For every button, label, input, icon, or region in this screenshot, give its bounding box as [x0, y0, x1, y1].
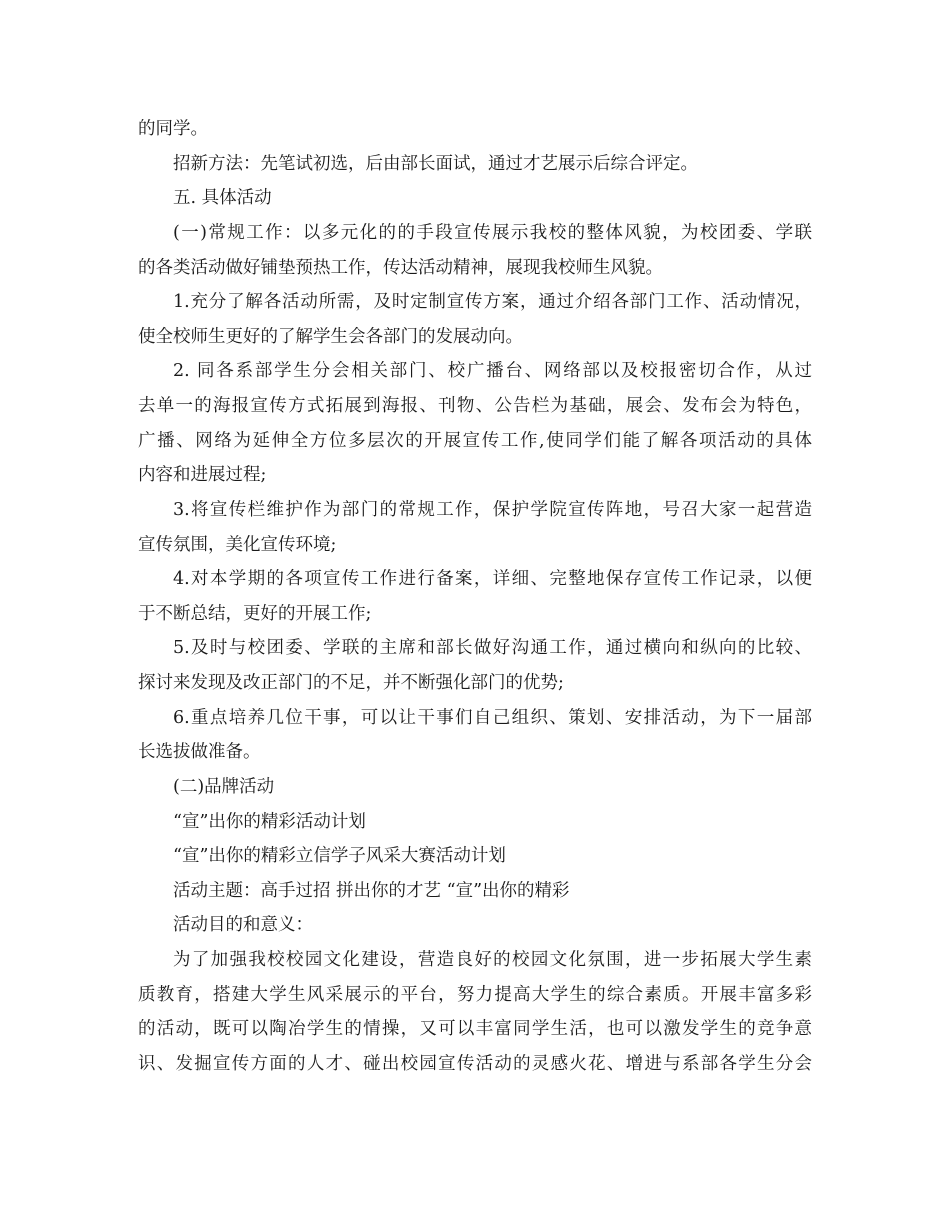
text-line: 活动目的和意义：: [173, 915, 313, 935]
section-heading: 五. 具体活动: [173, 188, 272, 208]
text-line: “宣”出你的精彩活动计划: [173, 812, 366, 832]
text-line: 探讨来发现及改正部门的不足，并不断强化部门的优势;: [138, 673, 564, 693]
text-line: 为了加强我校校园文化建设，营造良好的校园文化氛围，进一步拓展大学生素: [173, 950, 812, 970]
text-line: 活动主题：高手过招 拼出你的才艺 “宣”出你的精彩: [173, 881, 570, 901]
list-item: 6.重点培养几位干事，可以让干事们自己组织、策划、安排活动，为下一届部: [173, 708, 812, 728]
list-item: 3.将宣传栏维护作为部门的常规工作，保护学院宣传阵地，号召大家一起营造: [173, 500, 812, 520]
text-line: 内容和进展过程;: [138, 465, 267, 485]
text-line: 招新方法：先笔试初选，后由部长面试，通过才艺展示后综合评定。: [173, 154, 698, 174]
text-line: 使全校师生更好的了解学生会各部门的发展动向。: [138, 327, 523, 347]
text-line: (一)常规工作：以多元化的的手段宣传展示我校的整体风貌，为校团委、学联: [173, 223, 812, 243]
text-line: 长选拔做准备。: [138, 742, 261, 762]
text-line: 去单一的海报宣传方式拓展到海报、刊物、公告栏为基础，展会、发布会为特色，: [138, 396, 812, 416]
list-item: 4.对本学期的各项宣传工作进行备案，详细、完整地保存宣传工作记录，以便: [173, 569, 812, 589]
list-item: 5.及时与校团委、学联的主席和部长做好沟通工作，通过横向和纵向的比较、: [173, 638, 812, 658]
text-line: 识、发掘宣传方面的人才、碰出校园宣传活动的灵感火花、增进与系部各学生分会: [138, 1054, 812, 1074]
text-line: 的各类活动做好铺垫预热工作，传达活动精神，展现我校师生风貌。: [138, 258, 663, 278]
list-item: 2. 同各系部学生分会相关部门、校广播台、网络部以及校报密切合作，从过: [173, 361, 812, 381]
text-line: 于不断总结，更好的开展工作;: [138, 604, 372, 624]
text-line: 的同学。: [138, 119, 208, 139]
text-line: 广播、网络为延伸全方位多层次的开展宣传工作,使同学们能了解各项活动的具体: [138, 431, 812, 451]
text-line: “宣”出你的精彩立信学子风采大赛活动计划: [173, 846, 506, 866]
text-line: 的活动，既可以陶冶学生的情操，又可以丰富同学生活，也可以激发学生的竞争意: [138, 1019, 812, 1039]
text-line: 质教育，搭建大学生风采展示的平台，努力提高大学生的综合素质。开展丰富多彩: [138, 985, 812, 1005]
list-item: 1.充分了解各活动所需，及时定制宣传方案，通过介绍各部门工作、活动情况，: [173, 292, 812, 312]
section-heading: (二)品牌活动: [173, 777, 275, 797]
text-line: 宣传氛围，美化宣传环境;: [138, 535, 337, 555]
